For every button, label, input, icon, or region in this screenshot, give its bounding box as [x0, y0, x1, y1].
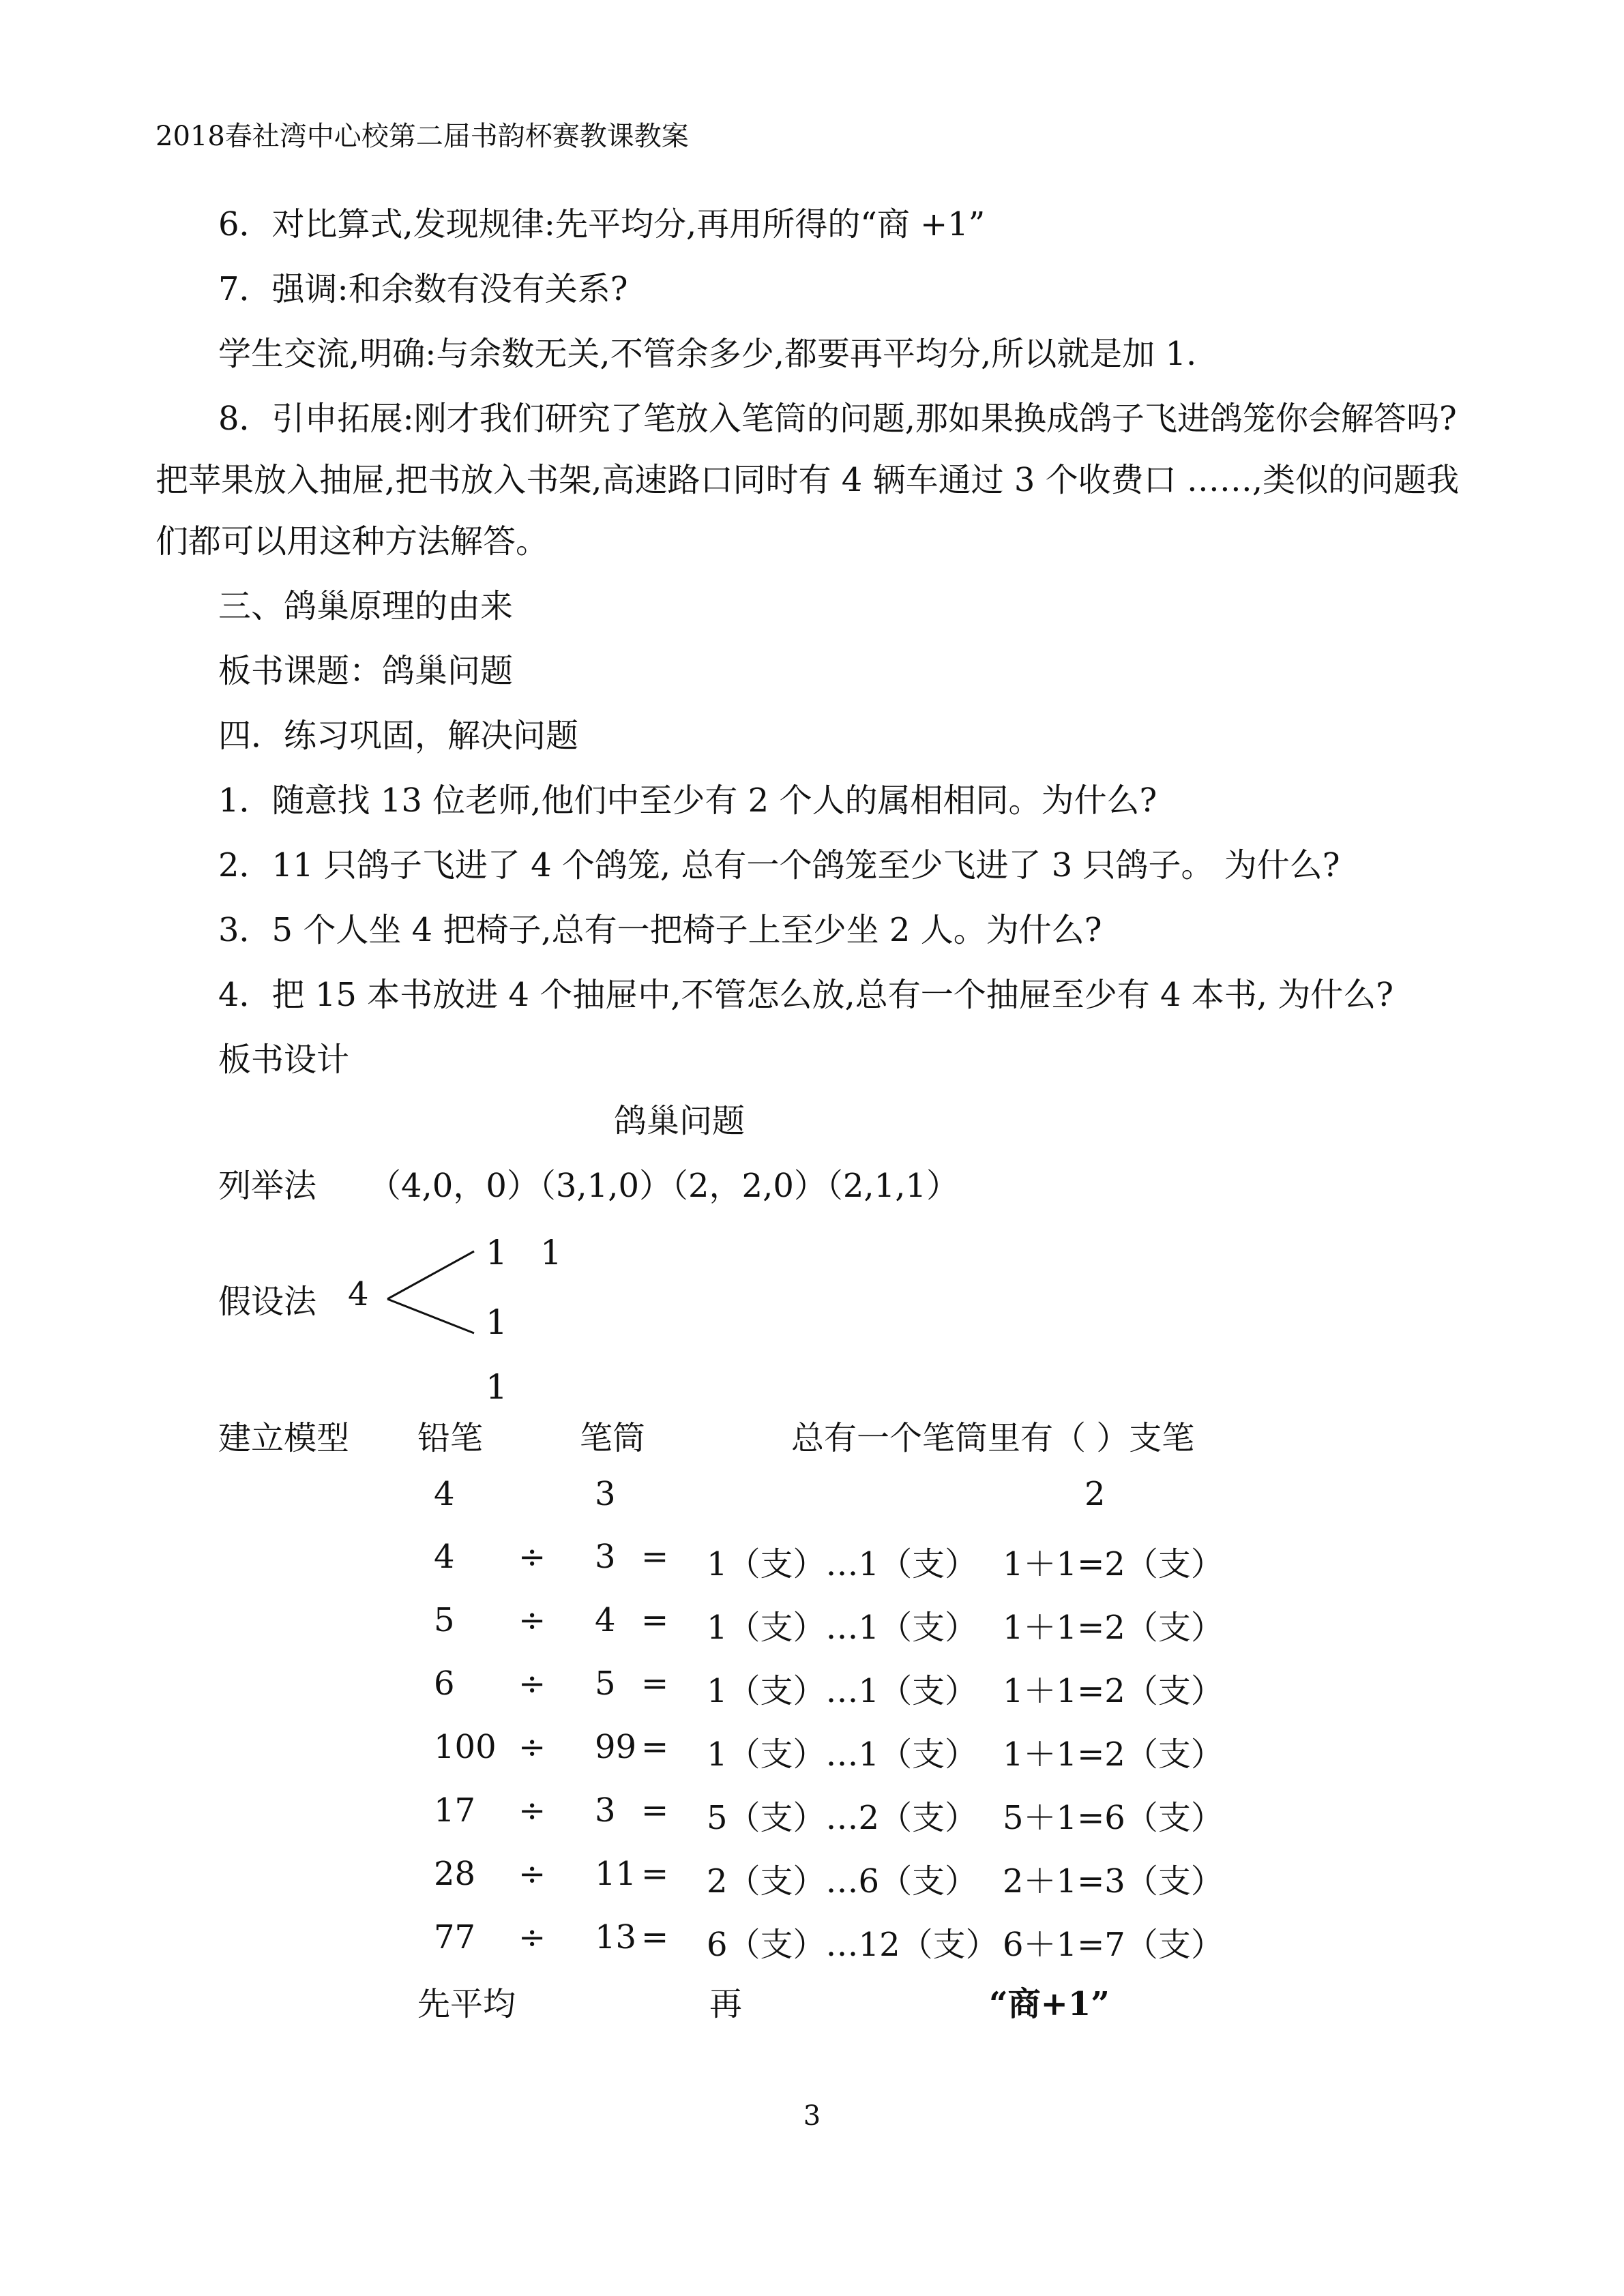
row-equals: =: [641, 1918, 669, 1956]
row-divisor: 99: [595, 1728, 637, 1766]
row-result: 1＋1=2（支）: [1003, 1672, 1224, 1710]
row-divisor: 3: [595, 1538, 616, 1576]
exercise-item: 1．随意找 13 位老师,他们中至少有 2 个人的属相相同。为什么?: [218, 781, 1157, 820]
text-line: 板书课题：鸽巢问题: [218, 652, 514, 690]
row-divisor: 5: [595, 1665, 616, 1703]
assume-number: 4: [348, 1275, 369, 1313]
row-dividend: 6: [434, 1665, 455, 1703]
row-quotient-remainder: 5（支）…2（支）: [707, 1799, 978, 1837]
row-divisor: 3: [595, 1791, 616, 1830]
branch-top-b: 1: [540, 1233, 562, 1272]
row-divide-sign: ÷: [518, 1601, 546, 1639]
row-divide-sign: ÷: [518, 1538, 546, 1576]
row-equals: =: [641, 1855, 669, 1893]
row-quotient-remainder: 1（支）…1（支）: [707, 1672, 978, 1710]
row-result: 1＋1=2（支）: [1003, 1545, 1224, 1583]
row-dividend: 28: [434, 1855, 476, 1893]
row-divide-sign: ÷: [518, 1791, 546, 1830]
row-dividend: 5: [434, 1601, 455, 1639]
branch-lines: [382, 1248, 484, 1337]
assume-label: 假设法: [218, 1283, 317, 1321]
row-dividend: 100: [434, 1728, 497, 1766]
row-divide-sign: ÷: [518, 1728, 546, 1766]
row-equals: =: [641, 1791, 669, 1830]
row-dividend: 77: [434, 1918, 476, 1956]
row-result: 1＋1=2（支）: [1003, 1735, 1224, 1774]
row-equals: =: [641, 1538, 669, 1576]
row-quotient-remainder: 6（支）…12（支）: [707, 1926, 999, 1964]
model-label: 建立模型: [218, 1419, 350, 1457]
first-row-a: 4: [434, 1475, 455, 1513]
text-line: 们都可以用这种方法解答。: [156, 522, 549, 561]
text-line: 8．引申拓展:刚才我们研究了笔放入笔筒的问题,那如果换成鸽子飞进鸽笼你会解答吗?: [218, 400, 1457, 438]
row-result: 2＋1=3（支）: [1003, 1862, 1224, 1900]
row-result: 1＋1=2（支）: [1003, 1609, 1224, 1647]
row-divisor: 11: [595, 1855, 637, 1893]
exercise-item: 2．11 只鸽子飞进了 4 个鸽笼, 总有一个鸽笼至少飞进了 3 只鸽子。 为什么?: [218, 846, 1340, 884]
footer-average: 先平均: [417, 1985, 516, 2023]
text-line: 6．对比算式,发现规律:先平均分,再用所得的“商 +1”: [218, 205, 986, 243]
row-equals: =: [641, 1728, 669, 1766]
text-line: 把苹果放入抽屉,把书放入书架,高速路口同时有 4 辆车通过 3 个收费口 ……,类似的问题我: [156, 461, 1460, 499]
row-divide-sign: ÷: [518, 1918, 546, 1956]
board-title: 鸽巢问题: [614, 1102, 745, 1140]
text-line: 学生交流,明确:与余数无关,不管余多少,都要再平均分,所以就是加 1.: [218, 335, 1197, 373]
branch-top-a: 1: [486, 1233, 507, 1272]
col-pencils: 铅笔: [417, 1419, 484, 1457]
first-row-r: 2: [1084, 1475, 1106, 1513]
text-line: 板书设计: [218, 1041, 350, 1079]
enum-cases: （4,0，0）（3,1,0）（2，2,0）（2,1,1）: [368, 1167, 960, 1205]
col-result: 总有一个笔筒里有（ ）支笔: [791, 1419, 1195, 1457]
text-line: 7．强调:和余数有没有关系?: [218, 270, 628, 308]
row-quotient-remainder: 1（支）…1（支）: [707, 1609, 978, 1647]
branch-bottom: 1: [486, 1367, 507, 1407]
row-dividend: 4: [434, 1538, 455, 1576]
first-row-b: 3: [595, 1475, 616, 1513]
row-result: 5＋1=6（支）: [1003, 1799, 1224, 1837]
branch-mid: 1: [486, 1302, 507, 1342]
row-divide-sign: ÷: [518, 1665, 546, 1703]
row-equals: =: [641, 1665, 669, 1703]
exercise-item: 3．5 个人坐 4 把椅子,总有一把椅子上至少坐 2 人。为什么?: [218, 911, 1102, 949]
page-header: 2018春社湾中心校第二届书韵杯赛教课教案: [156, 121, 689, 152]
exercise-item: 4．把 15 本书放进 4 个抽屉中,不管怎么放,总有一个抽屉至少有 4 本书, 为什么?: [218, 976, 1394, 1014]
row-divisor: 4: [595, 1601, 616, 1639]
row-quotient-remainder: 2（支）…6（支）: [707, 1862, 978, 1900]
row-result: 6＋1=7（支）: [1003, 1926, 1224, 1964]
enum-label: 列举法: [218, 1167, 317, 1205]
row-dividend: 17: [434, 1791, 476, 1830]
row-quotient-remainder: 1（支）…1（支）: [707, 1545, 978, 1583]
row-equals: =: [641, 1601, 669, 1639]
section-heading: 三、鸽巢原理的由来: [218, 587, 514, 625]
row-divide-sign: ÷: [518, 1855, 546, 1893]
footer-quotient-plus-one: “商+1”: [989, 1985, 1110, 2023]
section-heading: 四．练习巩固，解决问题: [218, 717, 579, 755]
row-quotient-remainder: 1（支）…1（支）: [707, 1735, 978, 1774]
col-holders: 笔筒: [580, 1419, 646, 1457]
page-number: 3: [803, 2100, 821, 2132]
row-divisor: 13: [595, 1918, 637, 1956]
footer-then: 再: [709, 1985, 743, 2023]
